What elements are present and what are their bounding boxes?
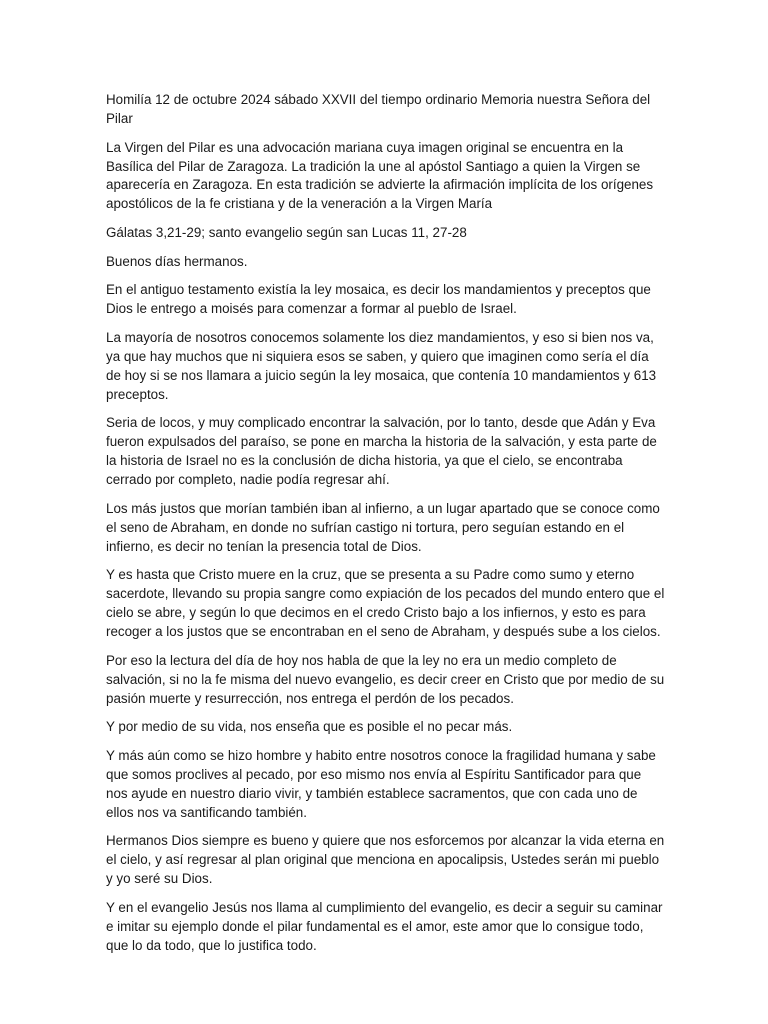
readings-line: Gálatas 3,21-29; santo evangelio según san Lucas 11, 27-28 [106,225,467,241]
body-paragraph: Los más justos que morían también iban al infierno, a un lugar apartado que se conoce como el seno de Abraham, en donde no sufrían castigo ni tortura, pero seguían estando en el infierno, es decir no tenían la presencia total de Dios. [106,500,660,554]
body-paragraph: Y en el evangelio Jesús nos llama al cumplimiento del evangelio, es decir a seguir su caminar e imitar su ejemplo donde el pilar fundamental es el amor, este amor que lo consigue todo, que lo da todo, que lo justifica todo. [106,899,663,953]
body-paragraph: La mayoría de nosotros conocemos solamente los diez mandamientos, y eso si bien nos va, ya que hay muchos que ni siquiera esos se saben, y quiero que imaginen como sería el día de hoy si se nos llamara a juicio según la ley mosaica, que contenía 10 mandamientos y 613 preceptos. [106,330,657,402]
body-paragraph: Por eso la lectura del día de hoy nos habla de que la ley no era un medio completo de salvación, si no la fe misma del nuevo evangelio, es decir creer en Cristo que por medio de su pasión muerte y resurrección, nos entrega el perdón de los pecados. [106,652,665,706]
document-title: Homilía 12 de octubre 2024 sábado XXVII del tiempo ordinario Memoria nuestra Señora del Pilar [106,92,651,126]
greeting-line: Buenos días hermanos. [106,253,248,269]
body-paragraph: Y por medio de su vida, nos enseña que es posible el no pecar más. [106,719,513,735]
body-paragraph: Y más aún como se hizo hombre y habito entre nosotros conoce la fragilidad humana y sabe que somos proclives al pecado, por eso mismo nos envía al Espíritu Santificador para que nos ayude en nuestro diario vivir, y también establece sacramentos, que con cada uno de ellos nos va santificando también. [106,748,656,820]
intro-paragraph: La Virgen del Pilar es una advocación mariana cuya imagen original se encuentra en la Basílica del Pilar de Zaragoza. La tradición la une al apóstol Santiago a quien la Virgen se aparecería en Zaragoza. En esta tradición se advierte la afirmación implícita de los orígenes apostólicos de la fe cristiana y de la veneración a la Virgen María [106,139,654,212]
body-paragraph: Hermanos Dios siempre es bueno y quiere que nos esforcemos por alcanzar la vida eterna en el cielo, y así regresar al plan original que menciona en apocalipsis, Ustedes serán mi pueblo y yo seré su Dios. [106,833,665,887]
document-page [106,91,666,966]
body-paragraph: Y es hasta que Cristo muere en la cruz, que se presenta a su Padre como sumo y eterno sacerdote, llevando su propia sangre como expiación de los pecados del mundo entero que el cielo se abre, y según lo que decimos en el credo Cristo bajo a los infiernos, y esto es para recoger a los justos que se encontraban en el seno de Abraham, y después sube a los cielos. [106,567,665,640]
body-paragraph: En el antiguo testamento existía la ley mosaica, es decir los mandamientos y preceptos que Dios le entrego a moisés para comenzar a formar al pueblo de Israel. [106,282,651,317]
body-paragraph: Seria de locos, y muy complicado encontrar la salvación, por lo tanto, desde que Adán y Eva fueron expulsados del paraíso, se pone en marcha la historia de la salvación, y esta parte de la historia de Israel no es la conclusión de dicha historia, ya que el cielo, se encontraba cerrado por completo, nadie podía regresar ahí. [106,415,657,488]
